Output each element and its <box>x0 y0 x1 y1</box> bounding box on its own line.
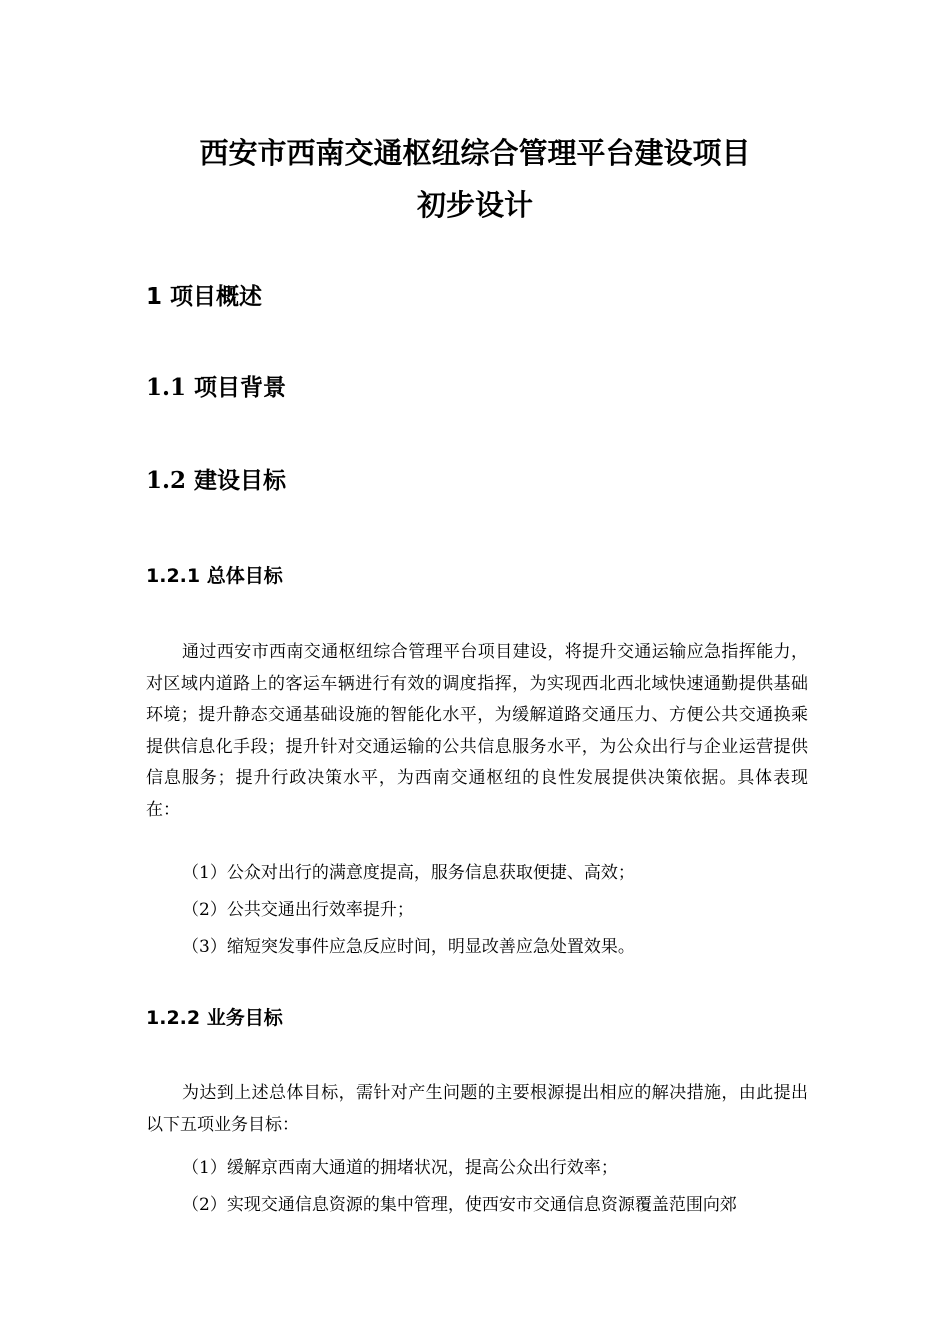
document-title: 西安市西南交通枢纽综合管理平台建设项目 <box>199 136 751 170</box>
document-subtitle: 初步设计 <box>416 188 533 222</box>
section-heading-1-2: 1.2 建设目标 <box>146 467 287 494</box>
list-item: （1）公众对出行的满意度提高，服务信息获取便捷、高效； <box>182 863 635 883</box>
overall-goal-paragraph: 通过西安市西南交通枢纽综合管理平台项目建设，将提升交通运输应急指挥能力，对区域内道路上的客运车辆进行有效的调度指挥，为实现西北西北域快速通勤提供基础环境；提升静态交通基础设施的智能化水平，为缓解道路交通压力、方便公共交通换乘提供信息化手段；提升针对交通运输的公共信息服务水平，为公众出行与企业运营提供信息服务；提升行政决策水平，为西南交通枢纽的良性发展提供决策依据。具体表现在： <box>146 642 808 820</box>
list-item: （2）实现交通信息资源的集中管理，使西安市交通信息资源覆盖范围向郊 <box>182 1195 737 1215</box>
list-item: （3）缩短突发事件应急反应时间，明显改善应急处置效果。 <box>182 937 635 957</box>
section-heading-1-1: 1.1 项目背景 <box>146 374 287 401</box>
business-goal-paragraph: 为达到上述总体目标，需针对产生问题的主要根源提出相应的解决措施，由此提出以下五项业务目标： <box>146 1083 808 1135</box>
section-heading-1-2-1: 1.2.1 总体目标 <box>146 565 283 587</box>
section-heading-1: 1 项目概述 <box>146 284 263 310</box>
list-item: （2）公共交通出行效率提升； <box>182 900 414 920</box>
section-heading-1-2-2: 1.2.2 业务目标 <box>146 1007 283 1029</box>
list-item: （1）缓解京西南大通道的拥堵状况，提高公众出行效率； <box>182 1158 618 1178</box>
